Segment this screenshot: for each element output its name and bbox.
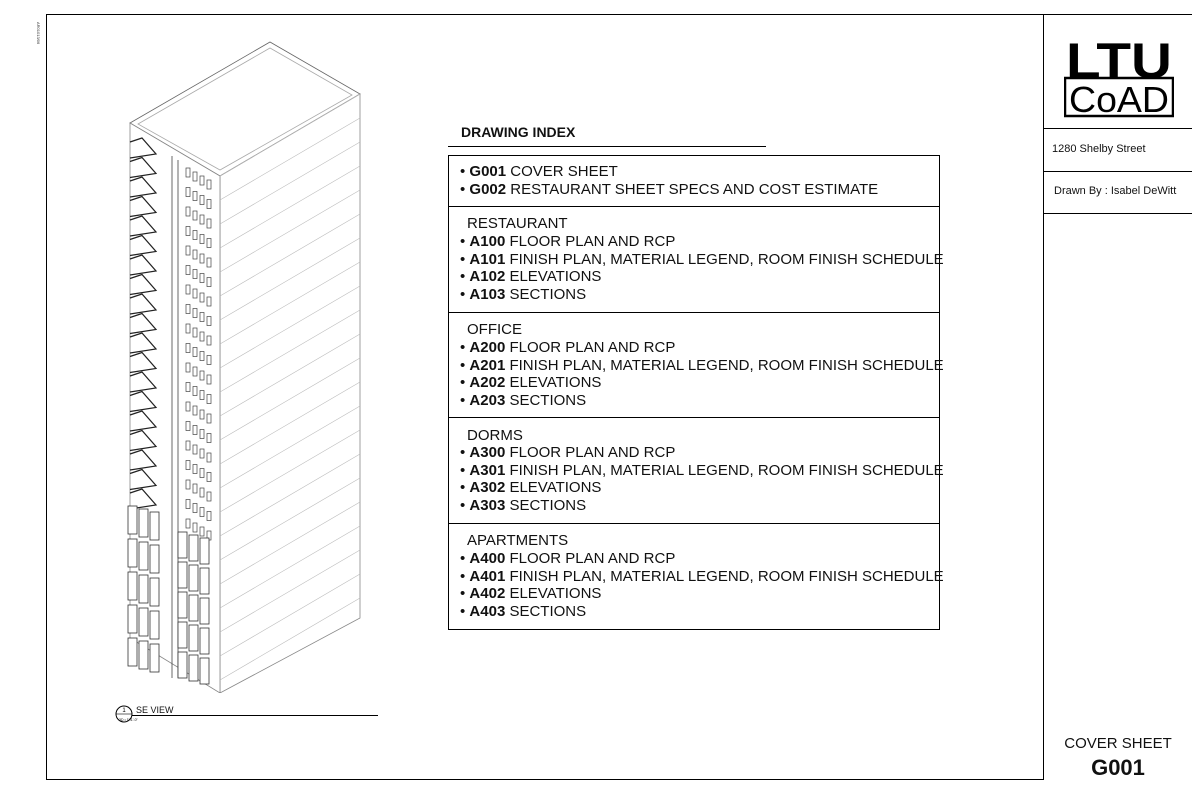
window <box>186 402 190 411</box>
file-stamp: AR01013/06 <box>36 22 41 45</box>
index-group-dorms <box>449 418 944 524</box>
view-label: SE VIEW <box>136 705 174 715</box>
sheet-code: A102 <box>469 268 506 285</box>
drawn-by: Drawn By : Isabel DeWitt <box>1054 185 1177 197</box>
window <box>193 289 197 298</box>
window <box>200 196 204 205</box>
window <box>193 504 197 513</box>
storefront-window <box>189 655 198 681</box>
window <box>207 414 211 423</box>
index-row: • A103 SECTIONS <box>460 286 587 303</box>
index-row: • A302 ELEVATIONS <box>460 479 602 496</box>
index-row: • A102 ELEVATIONS <box>460 268 602 285</box>
storefront-window <box>150 545 159 573</box>
window <box>200 488 204 497</box>
window <box>193 348 197 357</box>
window <box>207 317 211 326</box>
window <box>200 176 204 185</box>
group-heading: RESTAURANT <box>467 215 568 232</box>
sheet-description: RESTAURANT SHEET SPECS AND COST ESTIMATE <box>510 181 879 198</box>
window <box>193 270 197 279</box>
index-row: • A200 FLOOR PLAN AND RCP <box>460 339 676 356</box>
window <box>207 200 211 209</box>
storefront-window <box>128 572 137 600</box>
window <box>193 387 197 396</box>
window <box>186 246 190 255</box>
storefront-window <box>139 542 148 570</box>
window <box>207 356 211 365</box>
storefront-window <box>139 608 148 636</box>
view-scale: 3D • 1"/1'-0" <box>119 718 138 722</box>
index-row: • A101 FINISH PLAN, MATERIAL LEGEND, ROOM FINISH SCHEDULE <box>460 251 944 268</box>
drawing-index-underline <box>448 146 766 147</box>
title-block-divider <box>1044 213 1192 214</box>
index-group-apartments <box>449 524 944 629</box>
index-row: • A202 ELEVATIONS <box>460 374 602 391</box>
sheet-description: FLOOR PLAN AND RCP <box>509 550 676 567</box>
sheet-description: ELEVATIONS <box>509 374 602 391</box>
window <box>193 211 197 220</box>
index-row: • A300 FLOOR PLAN AND RCP <box>460 444 676 461</box>
window <box>207 219 211 228</box>
window <box>193 445 197 454</box>
storefront-window <box>178 532 187 558</box>
storefront-window <box>139 509 148 537</box>
index-row: • A203 SECTIONS <box>460 392 587 409</box>
window <box>207 453 211 462</box>
window <box>200 313 204 322</box>
window <box>207 239 211 248</box>
window <box>200 254 204 263</box>
title-block-divider <box>1044 128 1192 129</box>
window <box>186 305 190 314</box>
sheet-description: FLOOR PLAN AND RCP <box>509 339 676 356</box>
storefront-window <box>150 611 159 639</box>
index-row: • A401 FINISH PLAN, MATERIAL LEGEND, ROOM FINISH SCHEDULE <box>460 568 944 585</box>
sheet-description: ELEVATIONS <box>509 585 602 602</box>
index-row: • A100 FLOOR PLAN AND RCP <box>460 233 676 250</box>
window <box>186 500 190 509</box>
storefront-window <box>150 578 159 606</box>
storefront-window <box>200 568 209 594</box>
storefront-window <box>128 539 137 567</box>
window <box>207 258 211 267</box>
window <box>186 266 190 275</box>
sheet-number: G001 <box>1091 755 1145 780</box>
storefront-window <box>178 652 187 678</box>
window <box>193 309 197 318</box>
storefront-window <box>139 641 148 669</box>
window <box>193 250 197 259</box>
window <box>193 231 197 240</box>
window <box>200 469 204 478</box>
view-number: 1 <box>122 708 126 714</box>
window <box>193 328 197 337</box>
sheet-code: A103 <box>469 286 506 303</box>
window <box>193 484 197 493</box>
logo-line2: CoAD <box>1069 79 1169 118</box>
group-heading: OFFICE <box>467 321 522 338</box>
window <box>200 508 204 517</box>
building-axonometric-drawing <box>110 38 370 693</box>
project-address: 1280 Shelby Street <box>1052 143 1146 155</box>
window <box>186 519 190 528</box>
index-group-office <box>449 313 944 418</box>
storefront-window <box>200 538 209 564</box>
window <box>200 391 204 400</box>
sheet-code: A200 <box>469 339 506 356</box>
sheet-code: A203 <box>469 392 506 409</box>
storefront-window <box>178 562 187 588</box>
window <box>207 336 211 345</box>
sheet-code: A101 <box>469 251 506 268</box>
window <box>207 375 211 384</box>
window <box>207 512 211 521</box>
logo-line1: LTU <box>1066 33 1172 89</box>
window <box>193 172 197 181</box>
window <box>186 441 190 450</box>
window <box>200 449 204 458</box>
window <box>186 207 190 216</box>
window <box>200 215 204 224</box>
storefront-window <box>178 622 187 648</box>
sheet-code: A201 <box>469 357 506 374</box>
window <box>207 180 211 189</box>
window <box>200 410 204 419</box>
storefront-window <box>150 512 159 540</box>
sheet-description: SECTIONS <box>509 603 587 620</box>
window <box>186 383 190 392</box>
window <box>193 406 197 415</box>
storefront-window <box>200 598 209 624</box>
sheet-description: SECTIONS <box>509 497 587 514</box>
window <box>186 168 190 177</box>
view-underline <box>132 715 378 716</box>
index-group-restaurant <box>449 207 944 313</box>
sheet-code: G001 <box>469 163 507 180</box>
index-row: • A402 ELEVATIONS <box>460 585 602 602</box>
sheet-description: ELEVATIONS <box>509 479 602 496</box>
window <box>186 188 190 197</box>
sheet-code: A300 <box>469 444 506 461</box>
storefront-window <box>139 575 148 603</box>
index-row: • A403 SECTIONS <box>460 603 587 620</box>
drawing-index-table <box>448 155 944 630</box>
storefront-window <box>189 625 198 651</box>
sheet-description: COVER SHEET <box>510 163 618 180</box>
window <box>207 434 211 443</box>
storefront-window <box>189 595 198 621</box>
storefront-window <box>150 644 159 672</box>
window <box>186 422 190 431</box>
index-row: • A400 FLOOR PLAN AND RCP <box>460 550 676 567</box>
sheet-code: A401 <box>469 568 506 585</box>
sheet-description: FINISH PLAN, MATERIAL LEGEND, ROOM FINISH SCHEDULE <box>509 462 944 479</box>
window <box>207 297 211 306</box>
storefront-window <box>200 658 209 684</box>
window <box>200 235 204 244</box>
sheet-code: A403 <box>469 603 506 620</box>
window <box>200 293 204 302</box>
sheet-name: COVER SHEET <box>1064 735 1172 752</box>
window <box>200 527 204 536</box>
storefront-window <box>189 535 198 561</box>
sheet-description: SECTIONS <box>509 286 587 303</box>
window <box>193 523 197 532</box>
sheet-code: A202 <box>469 374 506 391</box>
sheet-description: SECTIONS <box>509 392 587 409</box>
storefront-window <box>128 638 137 666</box>
sheet-code: A302 <box>469 479 506 496</box>
index-row: • A301 FINISH PLAN, MATERIAL LEGEND, ROOM FINISH SCHEDULE <box>460 462 944 479</box>
storefront-window <box>128 605 137 633</box>
index-row: • A201 FINISH PLAN, MATERIAL LEGEND, ROOM FINISH SCHEDULE <box>460 357 944 374</box>
window <box>200 274 204 283</box>
window <box>193 192 197 201</box>
window <box>186 461 190 470</box>
drawing-index-title: DRAWING INDEX <box>461 124 576 140</box>
storefront-window <box>189 565 198 591</box>
sheet-description: ELEVATIONS <box>509 268 602 285</box>
index-group-general <box>449 156 939 207</box>
window <box>186 227 190 236</box>
group-heading: DORMS <box>467 427 523 444</box>
storefront-window <box>178 592 187 618</box>
sheet-code: A400 <box>469 550 506 567</box>
index-row: • G001 COVER SHEET <box>460 163 618 180</box>
window <box>207 492 211 501</box>
sheet-description: FINISH PLAN, MATERIAL LEGEND, ROOM FINISH SCHEDULE <box>509 568 944 585</box>
sheet-description: FLOOR PLAN AND RCP <box>509 444 676 461</box>
sheet-code: A303 <box>469 497 506 514</box>
storefront-window <box>200 628 209 654</box>
sheet-description: FINISH PLAN, MATERIAL LEGEND, ROOM FINISH SCHEDULE <box>509 357 944 374</box>
sheet-code: A301 <box>469 462 506 479</box>
sheet-code: A100 <box>469 233 506 250</box>
sheet-code: G002 <box>469 181 507 198</box>
window <box>186 285 190 294</box>
window <box>186 363 190 372</box>
window <box>207 395 211 404</box>
ltu-coad-logo <box>1064 30 1174 118</box>
window <box>186 480 190 489</box>
window <box>186 324 190 333</box>
storefront-window <box>128 506 137 534</box>
window <box>193 367 197 376</box>
window <box>200 332 204 341</box>
sheet-description: FLOOR PLAN AND RCP <box>509 233 676 250</box>
title-block-divider <box>1044 171 1192 172</box>
group-heading: APARTMENTS <box>467 532 569 549</box>
window <box>193 426 197 435</box>
window <box>207 473 211 482</box>
window <box>207 278 211 287</box>
window <box>200 430 204 439</box>
sheet-code: A402 <box>469 585 506 602</box>
index-row: • A303 SECTIONS <box>460 497 587 514</box>
sheet-description: FINISH PLAN, MATERIAL LEGEND, ROOM FINISH SCHEDULE <box>509 251 944 268</box>
window <box>200 352 204 361</box>
window <box>193 465 197 474</box>
window <box>186 344 190 353</box>
index-row: • G002 RESTAURANT SHEET SPECS AND COST ESTIMATE <box>460 181 879 198</box>
window <box>200 371 204 380</box>
